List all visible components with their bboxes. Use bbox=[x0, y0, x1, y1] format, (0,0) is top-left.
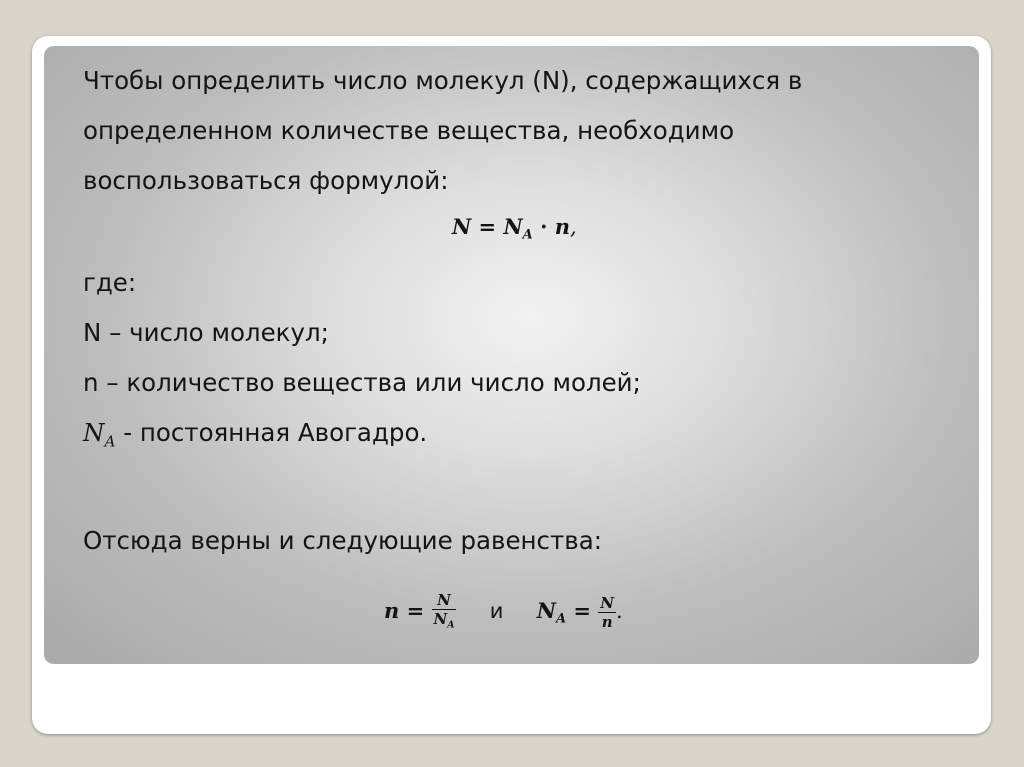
definitions-block bbox=[83, 258, 641, 458]
formula-na bbox=[503, 214, 533, 243]
consequence-label: Отсюда верны и следующие равенства: bbox=[83, 526, 602, 555]
formula-lhs: N bbox=[452, 214, 472, 239]
pair-trail: . bbox=[616, 599, 623, 623]
where-label: где: bbox=[83, 268, 137, 297]
pair-right-lhs bbox=[536, 598, 567, 627]
definition-n-upper: N – число молекул; bbox=[83, 318, 329, 347]
definition-avogadro bbox=[83, 408, 641, 458]
avogadro-text: - постоянная Авогадро. bbox=[115, 418, 428, 447]
pair-left-lhs: n bbox=[384, 598, 400, 623]
consequence-block bbox=[83, 516, 602, 566]
pair-conjunction: и bbox=[489, 599, 504, 623]
pair-left-numerator: N bbox=[437, 590, 451, 609]
pair-left-fraction bbox=[432, 591, 457, 634]
pair-right-lhs-base: N bbox=[536, 598, 556, 623]
pair-left-den-sub: A bbox=[447, 619, 455, 631]
intro-line-3: воспользоваться формулой: bbox=[83, 166, 449, 195]
intro-paragraph bbox=[83, 56, 802, 206]
formula-pair bbox=[384, 586, 623, 645]
formula-trail: , bbox=[569, 215, 577, 239]
pair-right-denominator: n bbox=[601, 613, 613, 631]
avogadro-symbol-sub: A bbox=[104, 432, 116, 451]
pair-left-den-base: N bbox=[433, 609, 448, 628]
pair-left-denominator bbox=[432, 610, 457, 634]
formula-n: n bbox=[554, 214, 570, 239]
pair-left-eq: = bbox=[406, 598, 425, 623]
formula-equals: = bbox=[478, 214, 497, 239]
definition-n-lower: n – количество вещества или число молей; bbox=[83, 368, 641, 397]
formula-dot: · bbox=[540, 214, 548, 239]
intro-line-1: Чтобы определить число молекул (N), содержащихся в bbox=[83, 66, 803, 95]
pair-right-eq: = bbox=[573, 598, 591, 623]
pair-right-fraction bbox=[598, 594, 616, 631]
main-formula bbox=[452, 214, 577, 243]
avogadro-symbol-base: N bbox=[83, 418, 105, 447]
pair-right-numerator: N bbox=[600, 594, 614, 612]
avogadro-symbol bbox=[83, 418, 116, 451]
pair-right-lhs-sub: A bbox=[555, 611, 567, 627]
intro-line-2: определенном количестве вещества, необходимо bbox=[83, 116, 735, 145]
formula-na-sub: A bbox=[522, 227, 533, 243]
formula-na-base: N bbox=[503, 214, 523, 239]
